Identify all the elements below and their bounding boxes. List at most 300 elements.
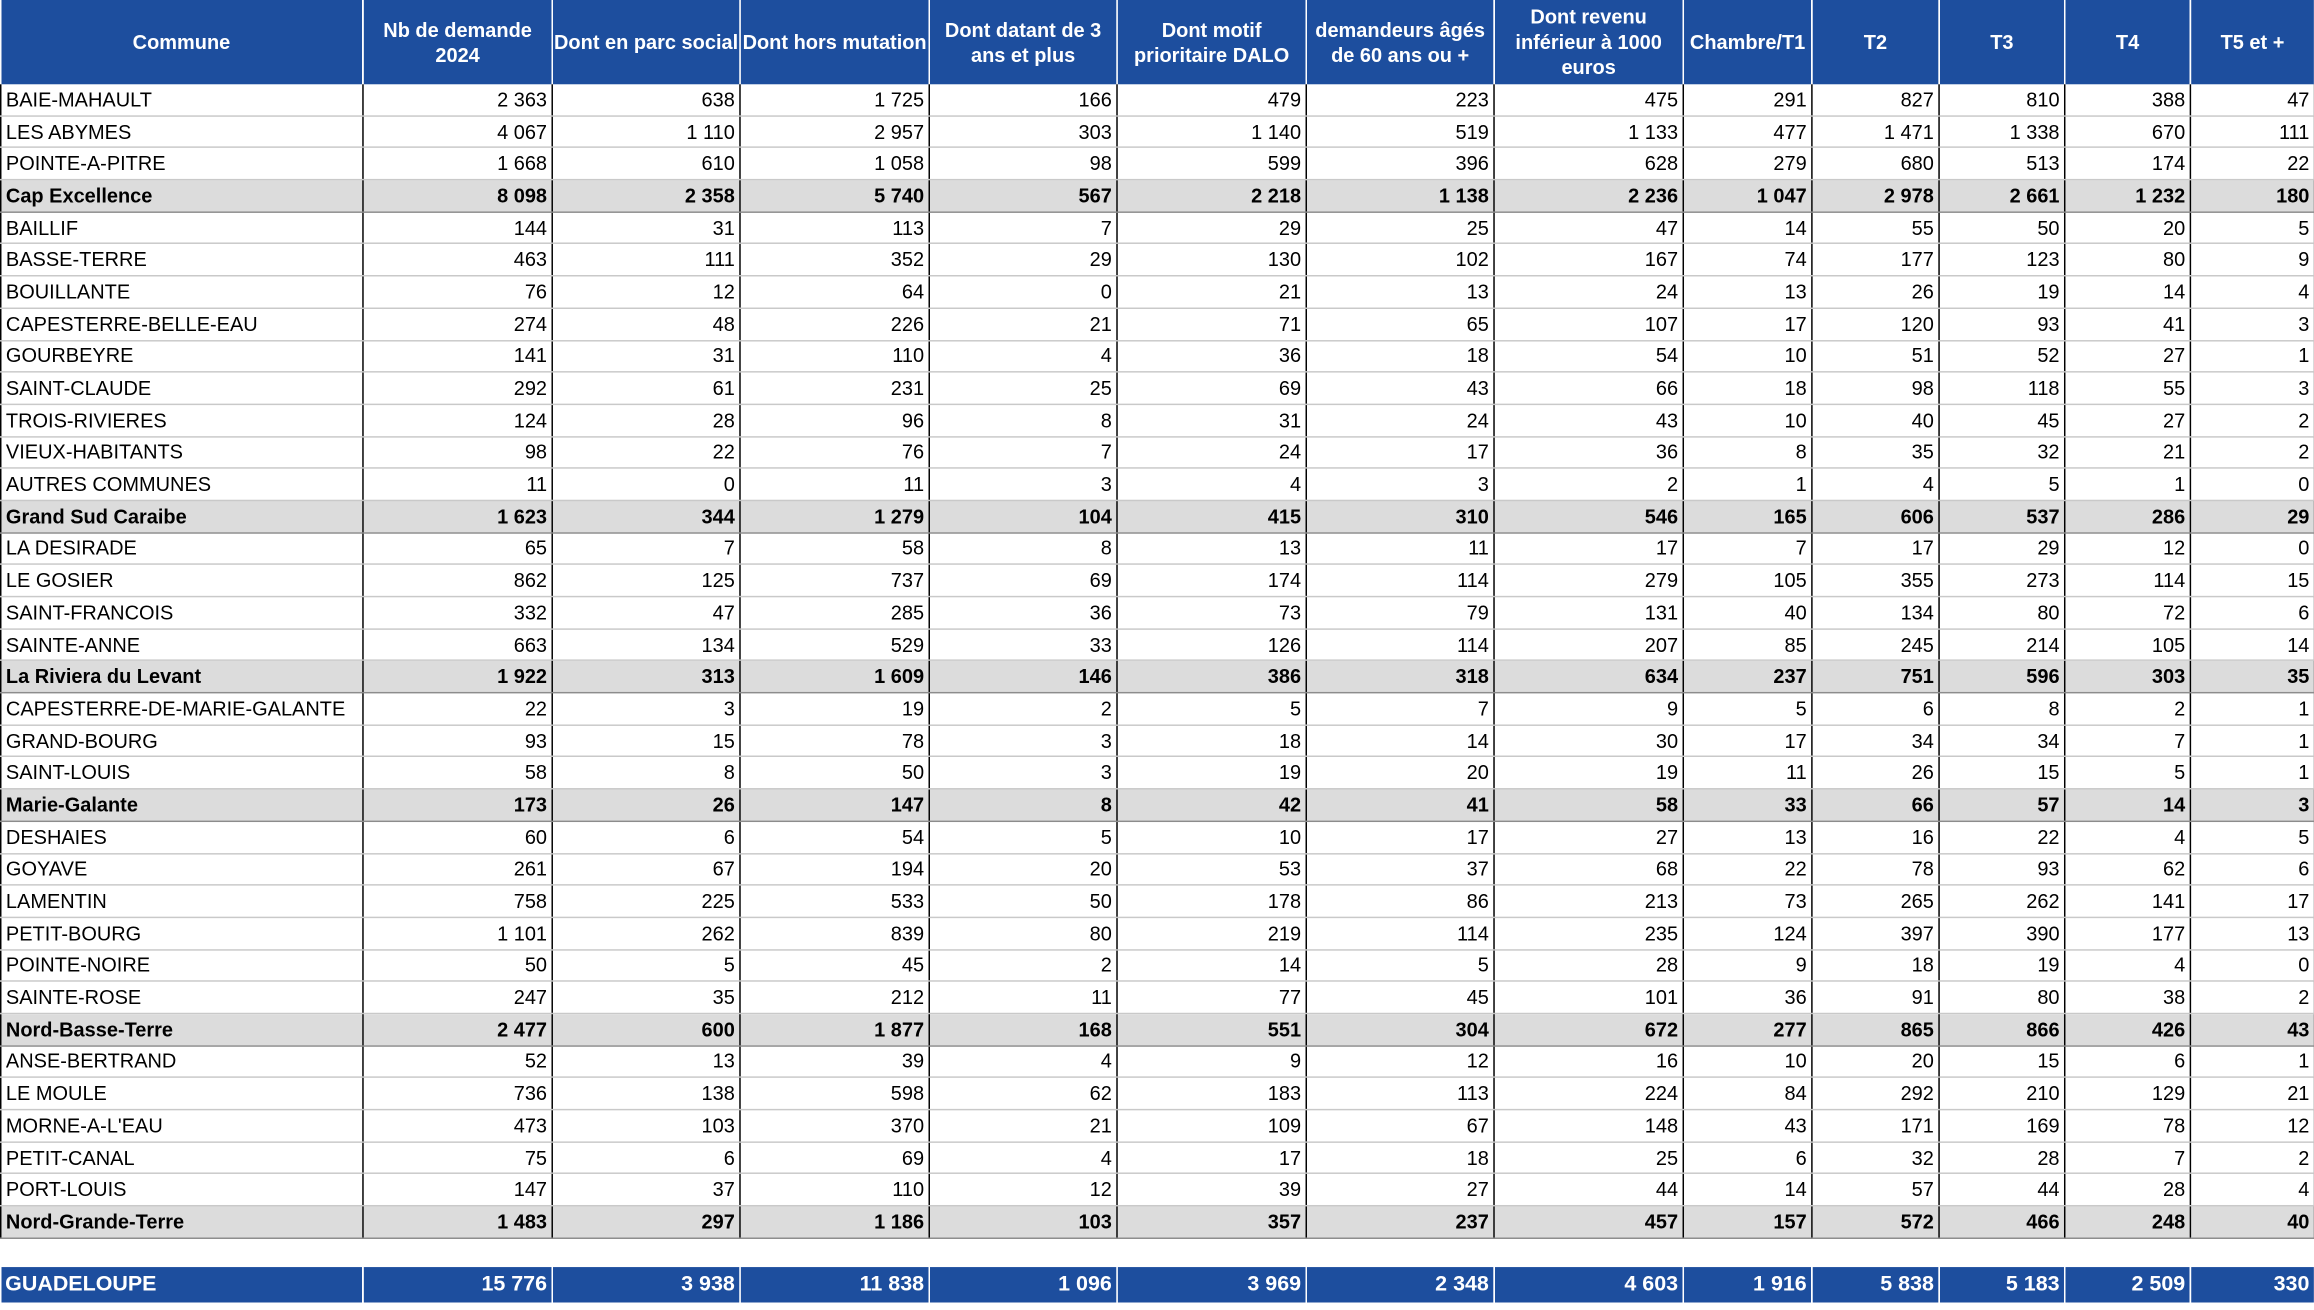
table-cell: 13 <box>2190 917 2314 949</box>
column-header: T3 <box>1939 0 2065 84</box>
table-cell <box>1939 1238 2065 1267</box>
table-cell: 628 <box>1494 148 1683 180</box>
table-row <box>1 308 2314 340</box>
table-cell: 29 <box>1117 212 1306 244</box>
table-cell: 22 <box>2190 148 2314 180</box>
column-header: Commune <box>1 0 363 84</box>
table-cell: 415 <box>1117 500 1306 532</box>
table-cell: 26 <box>1812 757 1939 789</box>
table-cell: 262 <box>1939 885 2065 917</box>
table-cell: 11 <box>1683 757 1812 789</box>
table-cell: 247 <box>363 981 552 1013</box>
table-cell: 114 <box>1306 565 1494 597</box>
table-cell: 98 <box>1812 372 1939 404</box>
table-cell: 147 <box>363 1174 552 1206</box>
commune-name-cell: DESHAIES <box>1 821 363 853</box>
table-cell: 20 <box>1306 757 1494 789</box>
table-cell: 27 <box>1494 821 1683 853</box>
table-row <box>1 565 2314 597</box>
table-cell: 165 <box>1683 500 1812 532</box>
table-cell: 10 <box>1683 404 1812 436</box>
table-cell: 12 <box>2190 1110 2314 1142</box>
table-cell: 15 776 <box>363 1267 552 1302</box>
table-cell: 6 <box>2190 853 2314 885</box>
table-cell: 2 477 <box>363 1013 552 1045</box>
table-cell: 68 <box>1494 853 1683 885</box>
table-cell: 1 101 <box>363 917 552 949</box>
table-cell: 2 <box>2190 404 2314 436</box>
table-cell: 148 <box>1494 1110 1683 1142</box>
table-row <box>1 276 2314 308</box>
table-cell: 26 <box>552 789 740 821</box>
table-cell: 173 <box>363 789 552 821</box>
table-cell: 303 <box>2065 661 2191 693</box>
commune-name-cell: LE GOSIER <box>1 565 363 597</box>
table-cell: 36 <box>1494 436 1683 468</box>
table-cell: 29 <box>2190 500 2314 532</box>
table-cell: 212 <box>740 981 929 1013</box>
table-cell: 386 <box>1117 661 1306 693</box>
table-cell: 194 <box>740 853 929 885</box>
table-cell: 0 <box>2190 949 2314 981</box>
table-cell: 36 <box>1117 340 1306 372</box>
table-cell: 479 <box>1117 84 1306 115</box>
table-cell: 28 <box>1939 1142 2065 1174</box>
table-row <box>1 821 2314 853</box>
table-cell: 737 <box>740 565 929 597</box>
table-cell: 18 <box>1812 949 1939 981</box>
table-cell: 58 <box>363 757 552 789</box>
table-cell: 599 <box>1117 148 1306 180</box>
table-cell: 225 <box>552 885 740 917</box>
table-cell: 19 <box>1117 757 1306 789</box>
table-cell: 5 <box>1306 949 1494 981</box>
table-cell: 210 <box>1939 1078 2065 1110</box>
table-cell: 78 <box>740 725 929 757</box>
table-cell: 5 <box>2190 821 2314 853</box>
table-cell: 4 603 <box>1494 1267 1683 1302</box>
table-cell: 35 <box>552 981 740 1013</box>
table-cell: 310 <box>1306 500 1494 532</box>
table-cell: 17 <box>1683 725 1812 757</box>
table-cell: 111 <box>552 244 740 276</box>
table-cell: 513 <box>1939 148 2065 180</box>
table-cell: 19 <box>1939 949 2065 981</box>
table-row <box>1 212 2314 244</box>
table-cell: 13 <box>1683 276 1812 308</box>
table-cell: 72 <box>2065 597 2191 629</box>
subtotal-row <box>1 180 2314 212</box>
table-cell: 219 <box>1117 917 1306 949</box>
table-cell: 74 <box>1683 244 1812 276</box>
column-header: Dont revenu inférieur à 1000 euros <box>1494 0 1683 84</box>
table-cell: 22 <box>363 693 552 725</box>
table-cell: 31 <box>1117 404 1306 436</box>
table-cell: 862 <box>363 565 552 597</box>
table-cell <box>552 1238 740 1267</box>
table-cell <box>1812 1238 1939 1267</box>
table-cell: 141 <box>363 340 552 372</box>
table-cell: 17 <box>2190 885 2314 917</box>
table-cell <box>1306 1238 1494 1267</box>
table-cell: 15 <box>552 725 740 757</box>
table-cell: 11 <box>1306 532 1494 564</box>
table-row <box>1 1110 2314 1142</box>
commune-name-cell: PETIT-BOURG <box>1 917 363 949</box>
table-cell: 26 <box>1812 276 1939 308</box>
table-cell: 292 <box>363 372 552 404</box>
commune-name-cell: POINTE-A-PITRE <box>1 148 363 180</box>
table-cell: 43 <box>2190 1013 2314 1045</box>
table-cell: 2 <box>929 949 1117 981</box>
table-cell: 17 <box>1117 1142 1306 1174</box>
table-cell: 54 <box>1494 340 1683 372</box>
table-cell: 50 <box>363 949 552 981</box>
table-cell: 4 <box>929 1142 1117 1174</box>
table-cell: 19 <box>740 693 929 725</box>
table-cell: 174 <box>1117 565 1306 597</box>
commune-name-cell: Grand Sud Caraibe <box>1 500 363 532</box>
table-cell: 4 <box>2065 821 2191 853</box>
commune-name-cell: Nord-Grande-Terre <box>1 1206 363 1238</box>
table-row <box>1 84 2314 115</box>
table-cell: 32 <box>1939 436 2065 468</box>
table-cell: 12 <box>552 276 740 308</box>
commune-name-cell: BAILLIF <box>1 212 363 244</box>
table-cell: 0 <box>2190 468 2314 500</box>
table-cell: 865 <box>1812 1013 1939 1045</box>
table-cell: 73 <box>1117 597 1306 629</box>
table-cell: 1 471 <box>1812 116 1939 148</box>
table-cell: 680 <box>1812 148 1939 180</box>
table-cell: 2 363 <box>363 84 552 115</box>
table-cell: 751 <box>1812 661 1939 693</box>
table-cell: 67 <box>1306 1110 1494 1142</box>
table-cell: 98 <box>929 148 1117 180</box>
table-cell: 178 <box>1117 885 1306 917</box>
table-cell: 245 <box>1812 629 1939 661</box>
table-cell: 5 <box>1939 468 2065 500</box>
table-cell: 6 <box>1683 1142 1812 1174</box>
table-cell: 5 <box>1117 693 1306 725</box>
table-row <box>1 853 2314 885</box>
table-cell <box>740 1238 929 1267</box>
table-cell: 14 <box>1306 725 1494 757</box>
table-cell: 397 <box>1812 917 1939 949</box>
table-row <box>1 404 2314 436</box>
table-cell: 110 <box>740 1174 929 1206</box>
commune-name-cell: LES ABYMES <box>1 116 363 148</box>
table-row <box>1 1174 2314 1206</box>
table-cell: 1 <box>2190 1045 2314 1077</box>
table-cell <box>1683 1238 1812 1267</box>
table-cell: 78 <box>1812 853 1939 885</box>
table-cell: 0 <box>929 276 1117 308</box>
table-cell: 134 <box>1812 597 1939 629</box>
table-cell: 866 <box>1939 1013 2065 1045</box>
table-cell: 28 <box>1494 949 1683 981</box>
table-cell: 65 <box>1306 308 1494 340</box>
table-cell: 98 <box>363 436 552 468</box>
table-cell: 5 740 <box>740 180 929 212</box>
table-cell: 475 <box>1494 84 1683 115</box>
table-cell: 546 <box>1494 500 1683 532</box>
table-row <box>1 436 2314 468</box>
column-header: Chambre/T1 <box>1683 0 1812 84</box>
table-cell: 124 <box>1683 917 1812 949</box>
table-cell: 214 <box>1939 629 2065 661</box>
table-cell: 5 <box>929 821 1117 853</box>
table-cell: 396 <box>1306 148 1494 180</box>
table-cell: 129 <box>2065 1078 2191 1110</box>
table-cell: 76 <box>740 436 929 468</box>
table-cell: 0 <box>2190 532 2314 564</box>
table-cell: 15 <box>2190 565 2314 597</box>
table-cell: 177 <box>1812 244 1939 276</box>
table-cell: 71 <box>1117 308 1306 340</box>
table-cell: 4 067 <box>363 116 552 148</box>
table-cell: 2 358 <box>552 180 740 212</box>
table-cell: 8 <box>929 404 1117 436</box>
commune-name-cell: SAINT-CLAUDE <box>1 372 363 404</box>
table-cell: 213 <box>1494 885 1683 917</box>
table-cell: 169 <box>1939 1110 2065 1142</box>
table-cell: 11 <box>740 468 929 500</box>
table-cell: 105 <box>2065 629 2191 661</box>
table-cell: 3 <box>2190 789 2314 821</box>
table-cell: 96 <box>740 404 929 436</box>
table-row <box>1 693 2314 725</box>
table-cell: 9 <box>1117 1045 1306 1077</box>
table-cell: 1 725 <box>740 84 929 115</box>
table-cell: 125 <box>552 565 740 597</box>
table-cell: 79 <box>1306 597 1494 629</box>
subtotal-row <box>1 500 2314 532</box>
table-cell: 32 <box>1812 1142 1939 1174</box>
table-cell: 274 <box>363 308 552 340</box>
table-cell: 16 <box>1812 821 1939 853</box>
commune-name-cell: Nord-Basse-Terre <box>1 1013 363 1045</box>
table-cell: 3 <box>552 693 740 725</box>
table-cell: 40 <box>1683 597 1812 629</box>
table-cell: 8 <box>1939 693 2065 725</box>
table-row <box>1 1142 2314 1174</box>
table-cell: 57 <box>1939 789 2065 821</box>
table-cell: 1 186 <box>740 1206 929 1238</box>
column-header: T5 et + <box>2190 0 2314 84</box>
table-cell: 113 <box>1306 1078 1494 1110</box>
table-cell: 3 <box>2190 372 2314 404</box>
table-cell: 1 279 <box>740 500 929 532</box>
table-cell: 810 <box>1939 84 2065 115</box>
table-cell: 19 <box>1494 757 1683 789</box>
table-cell: 12 <box>929 1174 1117 1206</box>
table-cell: 457 <box>1494 1206 1683 1238</box>
table-cell: 103 <box>552 1110 740 1142</box>
table-cell: 226 <box>740 308 929 340</box>
table-cell: 54 <box>740 821 929 853</box>
table-cell: 61 <box>552 372 740 404</box>
table-cell: 19 <box>1939 276 2065 308</box>
column-header: Nb de demande 2024 <box>363 0 552 84</box>
table-cell: 7 <box>552 532 740 564</box>
table-cell: 8 098 <box>363 180 552 212</box>
table-cell: 224 <box>1494 1078 1683 1110</box>
table-cell: 279 <box>1494 565 1683 597</box>
table-cell: 80 <box>929 917 1117 949</box>
commune-name-cell: Marie-Galante <box>1 789 363 821</box>
table-cell: 45 <box>740 949 929 981</box>
table-cell: 18 <box>1117 725 1306 757</box>
table-cell: 11 838 <box>740 1267 929 1302</box>
table-cell: 291 <box>1683 84 1812 115</box>
table-cell: 64 <box>740 276 929 308</box>
table-cell: 41 <box>1306 789 1494 821</box>
table-cell: 93 <box>363 725 552 757</box>
table-cell: 261 <box>363 853 552 885</box>
table-cell: 114 <box>1306 917 1494 949</box>
table-row <box>1 757 2314 789</box>
table-row <box>1 244 2314 276</box>
table-cell: 3 <box>929 468 1117 500</box>
table-cell: 4 <box>929 340 1117 372</box>
table-cell: 18 <box>1306 340 1494 372</box>
table-cell: 318 <box>1306 661 1494 693</box>
table-cell: 2 <box>2190 981 2314 1013</box>
table-cell: 285 <box>740 597 929 629</box>
table-cell: 58 <box>740 532 929 564</box>
table-cell: 344 <box>552 500 740 532</box>
table-row <box>1 1045 2314 1077</box>
table-cell: 40 <box>2190 1206 2314 1238</box>
table-cell: 17 <box>1812 532 1939 564</box>
commune-name-cell: BOUILLANTE <box>1 276 363 308</box>
table-cell: 4 <box>2190 276 2314 308</box>
table-cell: 39 <box>1117 1174 1306 1206</box>
table-cell: 80 <box>1939 981 2065 1013</box>
table-cell <box>929 1238 1117 1267</box>
table-cell: 31 <box>552 340 740 372</box>
table-cell: 15 <box>1939 757 2065 789</box>
table-cell: 113 <box>740 212 929 244</box>
table-cell: 20 <box>929 853 1117 885</box>
table-cell: 141 <box>2065 885 2191 917</box>
table-cell: 8 <box>552 757 740 789</box>
commune-name-cell: LAMENTIN <box>1 885 363 917</box>
commune-name-cell: GOYAVE <box>1 853 363 885</box>
commune-name-cell: SAINTE-ANNE <box>1 629 363 661</box>
table-row <box>1 468 2314 500</box>
table-cell: 20 <box>2065 212 2191 244</box>
table-cell: 223 <box>1306 84 1494 115</box>
table-cell: 4 <box>929 1045 1117 1077</box>
table-cell: 1 338 <box>1939 116 2065 148</box>
table-cell <box>2065 1238 2191 1267</box>
table-cell: 146 <box>929 661 1117 693</box>
table-cell: 66 <box>1494 372 1683 404</box>
table-cell: 2 218 <box>1117 180 1306 212</box>
table-cell: 44 <box>1494 1174 1683 1206</box>
table-cell: 4 <box>2190 1174 2314 1206</box>
table-cell: 27 <box>2065 340 2191 372</box>
table-cell: 12 <box>1306 1045 1494 1077</box>
commune-name-cell <box>1 1238 363 1267</box>
table-cell: 28 <box>552 404 740 436</box>
table-cell: 313 <box>552 661 740 693</box>
table-row <box>1 949 2314 981</box>
table-cell: 13 <box>1683 821 1812 853</box>
table-cell: 107 <box>1494 308 1683 340</box>
table-cell: 85 <box>1683 629 1812 661</box>
table-cell: 69 <box>740 1142 929 1174</box>
table-cell: 126 <box>1117 629 1306 661</box>
table-cell: 1 <box>2190 340 2314 372</box>
table-cell: 6 <box>2065 1045 2191 1077</box>
table-row <box>1 981 2314 1013</box>
table-cell: 29 <box>929 244 1117 276</box>
table-cell: 634 <box>1494 661 1683 693</box>
subtotal-row <box>1 789 2314 821</box>
table-cell: 93 <box>1939 853 2065 885</box>
table-cell: 9 <box>2190 244 2314 276</box>
table-cell: 1 047 <box>1683 180 1812 212</box>
table-cell: 50 <box>929 885 1117 917</box>
table-cell: 2 <box>2190 436 2314 468</box>
table-cell: 17 <box>1683 308 1812 340</box>
table-row <box>1 340 2314 372</box>
commune-name-cell: PORT-LOUIS <box>1 1174 363 1206</box>
commune-name-cell: VIEUX-HABITANTS <box>1 436 363 468</box>
table-cell: 2 <box>1494 468 1683 500</box>
table-cell: 6 <box>552 1142 740 1174</box>
table-cell: 102 <box>1306 244 1494 276</box>
table-cell: 207 <box>1494 629 1683 661</box>
table-cell: 47 <box>2190 84 2314 115</box>
table-cell: 1 133 <box>1494 116 1683 148</box>
commune-name-cell: SAINT-FRANCOIS <box>1 597 363 629</box>
table-cell: 2 236 <box>1494 180 1683 212</box>
table-cell: 3 938 <box>552 1267 740 1302</box>
table-cell: 1 922 <box>363 661 552 693</box>
table-cell: 39 <box>740 1045 929 1077</box>
table-cell: 24 <box>1306 404 1494 436</box>
table-cell: 31 <box>552 212 740 244</box>
table-cell: 28 <box>2065 1174 2191 1206</box>
table-cell: 426 <box>2065 1013 2191 1045</box>
table-cell: 1 877 <box>740 1013 929 1045</box>
table-cell: 10 <box>1683 340 1812 372</box>
table-cell: 355 <box>1812 565 1939 597</box>
table-cell: 45 <box>1939 404 2065 436</box>
table-cell: 91 <box>1812 981 1939 1013</box>
commune-name-cell: GRAND-BOURG <box>1 725 363 757</box>
table-cell: 839 <box>740 917 929 949</box>
subtotal-row <box>1 1206 2314 1238</box>
table-cell: 13 <box>1306 276 1494 308</box>
commune-name-cell: LA DESIRADE <box>1 532 363 564</box>
table-cell: 33 <box>929 629 1117 661</box>
table-cell: 2 957 <box>740 116 929 148</box>
table-cell: 330 <box>2190 1267 2314 1302</box>
table-cell: 123 <box>1939 244 2065 276</box>
table-cell: 533 <box>740 885 929 917</box>
table-cell: 610 <box>552 148 740 180</box>
table-cell: 50 <box>740 757 929 789</box>
table-cell: 104 <box>929 500 1117 532</box>
table-cell: 7 <box>1306 693 1494 725</box>
table-cell: 29 <box>1939 532 2065 564</box>
table-cell: 15 <box>1939 1045 2065 1077</box>
